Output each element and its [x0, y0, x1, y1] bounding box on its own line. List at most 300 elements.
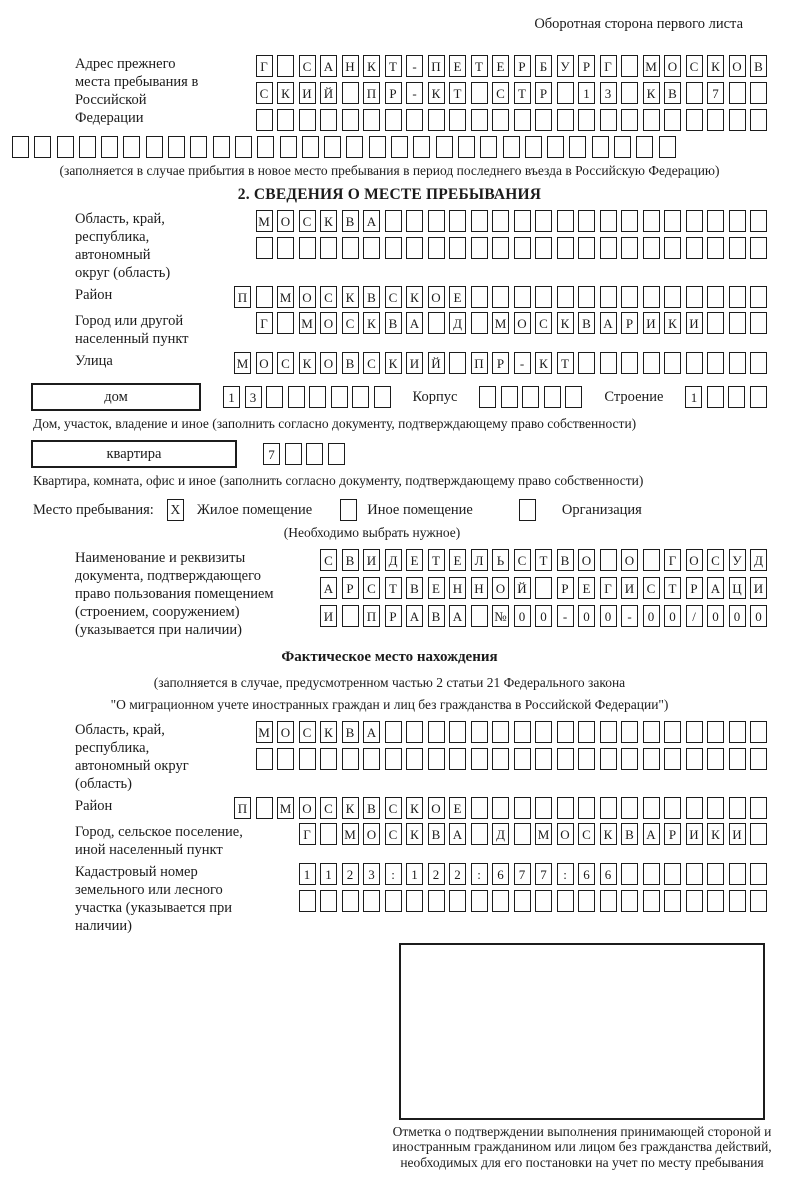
form-cell: М: [234, 352, 251, 374]
form-cell: [729, 210, 746, 232]
form-cell: [643, 797, 660, 819]
form-cell: А: [406, 312, 423, 334]
form-cell: [34, 136, 51, 158]
form-cell: [664, 721, 681, 743]
form-cell: [514, 890, 531, 912]
prev-address-label: Адрес прежнего места пребывания в Российской Федерации: [75, 56, 199, 126]
form-cell: [277, 237, 294, 259]
form-cell: [413, 136, 430, 158]
form-cell: [686, 286, 703, 308]
form-cell: [342, 890, 359, 912]
form-cell: А: [363, 721, 380, 743]
form-cell: [522, 386, 539, 408]
field-fact-oblast: [12, 721, 767, 793]
form-cell: [600, 286, 617, 308]
form-cell: О: [428, 797, 445, 819]
form-cell: К: [299, 352, 316, 374]
form-cell: Г: [600, 55, 617, 77]
form-cell: [664, 863, 681, 885]
form-cell: [342, 748, 359, 770]
kadastr-row2: [299, 890, 768, 912]
form-cell: И: [320, 605, 337, 627]
form-cell: [471, 890, 488, 912]
other-premises-label: Иное помещение: [367, 501, 473, 518]
form-cell: О: [428, 286, 445, 308]
form-cell: К: [707, 823, 724, 845]
form-cell: Е: [449, 55, 466, 77]
form-cell: 3: [600, 82, 617, 104]
form-cell: О: [320, 312, 337, 334]
form-cell: [621, 748, 638, 770]
form-cell: [535, 237, 552, 259]
form-cell: [557, 797, 574, 819]
form-cell: С: [385, 823, 402, 845]
form-cell: В: [342, 549, 359, 571]
form-cell: П: [234, 797, 251, 819]
form-cell: [385, 721, 402, 743]
form-cell: :: [385, 863, 402, 885]
form-cell: [306, 443, 323, 465]
stay-type-note: (Необходимо выбрать нужное): [283, 525, 461, 540]
form-cell: С: [492, 82, 509, 104]
form-cell: [346, 136, 363, 158]
form-cell: [707, 748, 724, 770]
form-cell: [471, 286, 488, 308]
form-cell: [449, 210, 466, 232]
form-cell: [664, 797, 681, 819]
form-cell: Й: [320, 82, 337, 104]
form-cell: [600, 748, 617, 770]
form-cell: -: [406, 55, 423, 77]
stay-type-label: Место пребывания:: [33, 501, 154, 518]
house-note: Дом, участок, владение и иное (заполнить согласно документу, подтверждающему право собственности): [33, 416, 637, 431]
form-cell: Р: [557, 577, 574, 599]
form-cell: К: [363, 55, 380, 77]
form-cell: :: [557, 863, 574, 885]
form-cell: К: [342, 797, 359, 819]
prev-address-row4: [12, 136, 767, 158]
form-cell: [750, 386, 767, 408]
form-cell: О: [664, 55, 681, 77]
form-cell: 7: [535, 863, 552, 885]
form-cell: [331, 386, 348, 408]
form-cell: [535, 748, 552, 770]
form-cell: [729, 352, 746, 374]
form-cell: [480, 136, 497, 158]
form-cell: Г: [256, 312, 273, 334]
form-cell: [544, 386, 561, 408]
form-cell: Р: [385, 605, 402, 627]
form-cell: О: [320, 352, 337, 374]
form-cell: [288, 386, 305, 408]
gorod-label: Город или другой населенный пункт: [75, 313, 189, 347]
apartment-box-label: квартира: [31, 440, 237, 468]
other-premises-checkbox: [340, 499, 357, 521]
prev-address-note: (заполняется в случае прибытия в новое место пребывания в период последнего въезда в Российскую Федерацию): [59, 163, 720, 178]
apartment-note: Квартира, комната, офис и иное (заполнить согласно документу, подтверждающему право собственности): [33, 473, 644, 488]
form-cell: [535, 577, 552, 599]
form-cell: [302, 136, 319, 158]
form-cell: М: [256, 721, 273, 743]
form-cell: [600, 797, 617, 819]
form-cell: С: [686, 55, 703, 77]
form-cell: [707, 890, 724, 912]
form-cell: [686, 82, 703, 104]
form-cell: [569, 136, 586, 158]
form-cell: [750, 237, 767, 259]
form-cell: [578, 890, 595, 912]
form-cell: [385, 237, 402, 259]
form-cell: [750, 352, 767, 374]
form-cell: Т: [557, 352, 574, 374]
form-cell: [535, 797, 552, 819]
form-cell: [146, 136, 163, 158]
form-cell: С: [363, 577, 380, 599]
form-cell: [101, 136, 118, 158]
form-cell: Е: [578, 577, 595, 599]
form-cell: [557, 210, 574, 232]
form-cell: [514, 286, 531, 308]
form-cell: [514, 797, 531, 819]
form-cell: Р: [492, 352, 509, 374]
field-oblast: [12, 210, 767, 282]
form-cell: №: [492, 605, 509, 627]
form-cell: /: [686, 605, 703, 627]
apartment-row: [31, 440, 767, 468]
form-cell: В: [428, 605, 445, 627]
title-document-row3: [320, 605, 767, 627]
form-cell: Д: [385, 549, 402, 571]
form-cell: [168, 136, 185, 158]
form-cell: [428, 312, 445, 334]
form-cell: 0: [750, 605, 767, 627]
form-cell: Г: [600, 577, 617, 599]
form-cell: [213, 136, 230, 158]
form-cell: В: [342, 210, 359, 232]
form-cell: С: [320, 286, 337, 308]
form-cell: [363, 237, 380, 259]
form-cell: [664, 890, 681, 912]
form-cell: [578, 352, 595, 374]
form-cell: У: [729, 549, 746, 571]
form-cell: [643, 863, 660, 885]
form-cell: -: [557, 605, 574, 627]
form-cell: И: [406, 352, 423, 374]
form-cell: [471, 605, 488, 627]
form-cell: [707, 286, 724, 308]
form-cell: А: [600, 312, 617, 334]
form-cell: [436, 136, 453, 158]
form-cell: Е: [449, 286, 466, 308]
form-cell: С: [320, 549, 337, 571]
form-cell: [514, 109, 531, 131]
form-cell: [686, 748, 703, 770]
oblast-label: Область, край, республика, автономный округ (область): [75, 211, 171, 281]
form-cell: 1: [685, 386, 702, 408]
form-cell: [557, 109, 574, 131]
form-cell: [385, 890, 402, 912]
form-cell: [729, 748, 746, 770]
form-cell: [12, 136, 29, 158]
section2-title: 2. СВЕДЕНИЯ О МЕСТЕ ПРЕБЫВАНИЯ: [237, 186, 542, 203]
form-cell: [363, 748, 380, 770]
stroenie-cells: [685, 386, 767, 408]
prev-address-row2: [256, 82, 768, 104]
form-cell: [277, 109, 294, 131]
form-cell: И: [621, 577, 638, 599]
form-cell: [621, 109, 638, 131]
form-cell: [750, 210, 767, 232]
form-cell: [557, 748, 574, 770]
form-cell: [578, 237, 595, 259]
title-document-row2: [320, 577, 767, 599]
gorod-row1: [256, 312, 768, 334]
form-cell: [729, 890, 746, 912]
form-cell: Р: [535, 82, 552, 104]
form-cell: [299, 748, 316, 770]
form-cell: [492, 890, 509, 912]
house-box-label: дом: [31, 383, 201, 411]
form-cell: [406, 890, 423, 912]
form-cell: Н: [342, 55, 359, 77]
form-cell: [643, 549, 660, 571]
form-cell: [686, 797, 703, 819]
prev-address-cell-rows: [256, 55, 768, 131]
form-cell: П: [234, 286, 251, 308]
form-cell: [406, 210, 423, 232]
form-cell: У: [557, 55, 574, 77]
field-raion: [12, 286, 767, 308]
form-cell: О: [299, 286, 316, 308]
form-cell: М: [277, 286, 294, 308]
form-cell: П: [363, 82, 380, 104]
form-cell: [492, 109, 509, 131]
form-cell: [406, 237, 423, 259]
form-cell: О: [514, 312, 531, 334]
form-cell: [600, 890, 617, 912]
form-cell: [471, 82, 488, 104]
form-cell: Г: [299, 823, 316, 845]
form-cell: 1: [299, 863, 316, 885]
form-cell: [385, 109, 402, 131]
form-cell: Е: [449, 549, 466, 571]
form-cell: [280, 136, 297, 158]
form-cell: В: [363, 797, 380, 819]
form-cell: 0: [578, 605, 595, 627]
form-cell: [320, 109, 337, 131]
form-cell: 7: [514, 863, 531, 885]
form-cell: [621, 797, 638, 819]
actual-location-note2: "О миграционном учете иностранных граждан и лиц без гражданства в Российской Федерации"): [110, 697, 669, 712]
form-cell: Т: [385, 55, 402, 77]
form-cell: [342, 237, 359, 259]
form-cell: [621, 55, 638, 77]
form-cell: [342, 82, 359, 104]
form-cell: [621, 210, 638, 232]
form-cell: Е: [449, 797, 466, 819]
form-cell: [514, 210, 531, 232]
form-cell: [707, 109, 724, 131]
form-cell: О: [621, 549, 638, 571]
form-cell: [535, 109, 552, 131]
oblast-row2: [256, 237, 768, 259]
form-cell: [707, 797, 724, 819]
form-cell: 7: [707, 82, 724, 104]
form-cell: [471, 748, 488, 770]
form-cell: [643, 890, 660, 912]
form-cell: Т: [385, 577, 402, 599]
form-cell: [557, 82, 574, 104]
form-cell: О: [578, 549, 595, 571]
form-cell: 0: [600, 605, 617, 627]
form-cell: [458, 136, 475, 158]
form-cell: [729, 237, 746, 259]
field-gorod: [12, 312, 767, 348]
field-title-document: [12, 549, 767, 639]
form-cell: [256, 797, 273, 819]
field-fact-raion: [12, 797, 767, 819]
form-cell: [664, 237, 681, 259]
form-cell: [547, 136, 564, 158]
form-cell: [492, 210, 509, 232]
form-cell: [750, 721, 767, 743]
stay-type-row: [33, 499, 767, 521]
form-cell: [449, 748, 466, 770]
form-cell: 6: [492, 863, 509, 885]
form-cell: [492, 721, 509, 743]
raion-row1: [234, 286, 767, 308]
form-cell: К: [406, 823, 423, 845]
form-cell: [600, 352, 617, 374]
form-cell: [621, 286, 638, 308]
form-cell: [277, 748, 294, 770]
form-cell: А: [449, 823, 466, 845]
form-cell: [492, 237, 509, 259]
form-cell: [664, 286, 681, 308]
stamp-caption: Отметка о подтверждении выполнения принимающей стороной и иностранным гражданином или лицом без гражданства действий, необходимых для его постановки на учет по месту пребывания: [392, 1123, 772, 1170]
form-cell: [600, 721, 617, 743]
house-row: [31, 383, 767, 411]
form-cell: С: [299, 210, 316, 232]
ulitsa-row1: [234, 352, 767, 374]
form-cell: 1: [223, 386, 240, 408]
form-cell: [636, 136, 653, 158]
form-cell: [686, 721, 703, 743]
form-cell: Е: [492, 55, 509, 77]
fact-oblast-label: Область, край, республика, автономный округ (область): [75, 722, 189, 792]
form-cell: [391, 136, 408, 158]
form-cell: [621, 890, 638, 912]
form-cell: Ь: [492, 549, 509, 571]
form-cell: А: [406, 605, 423, 627]
ulitsa-label: Улица: [75, 353, 113, 369]
form-cell: М: [535, 823, 552, 845]
form-cell: Й: [514, 577, 531, 599]
form-cell: [471, 237, 488, 259]
form-cell: [578, 210, 595, 232]
form-cell: [600, 210, 617, 232]
form-cell: [320, 237, 337, 259]
form-cell: [449, 890, 466, 912]
form-cell: [750, 890, 767, 912]
form-cell: О: [363, 823, 380, 845]
form-cell: [514, 748, 531, 770]
fact-gorod-row1: [299, 823, 768, 845]
form-cell: [471, 312, 488, 334]
form-cell: С: [535, 312, 552, 334]
form-cell: [492, 748, 509, 770]
form-cell: [557, 237, 574, 259]
form-cell: [374, 386, 391, 408]
form-cell: К: [557, 312, 574, 334]
form-cell: 0: [664, 605, 681, 627]
form-cell: К: [600, 823, 617, 845]
form-cell: 0: [535, 605, 552, 627]
form-cell: Т: [664, 577, 681, 599]
form-cell: М: [342, 823, 359, 845]
form-cell: С: [578, 823, 595, 845]
form-cell: К: [428, 82, 445, 104]
form-cell: -: [514, 352, 531, 374]
form-cell: 2: [428, 863, 445, 885]
form-cell: С: [643, 577, 660, 599]
form-cell: [471, 210, 488, 232]
form-cell: [514, 237, 531, 259]
form-cell: [501, 386, 518, 408]
form-cell: [750, 286, 767, 308]
form-cell: О: [256, 352, 273, 374]
form-cell: [299, 890, 316, 912]
form-cell: В: [406, 577, 423, 599]
prev-address-row1: [256, 55, 768, 77]
organization-label: Организация: [561, 501, 642, 518]
form-cell: [406, 109, 423, 131]
stamp-area: [12, 943, 772, 1170]
form-cell: [190, 136, 207, 158]
form-cell: Р: [686, 577, 703, 599]
form-cell: Т: [514, 82, 531, 104]
field-fact-gorod: [12, 823, 767, 859]
form-cell: [621, 863, 638, 885]
title-document-label: Наименование и реквизиты документа, подтверждающего право пользования помещением (строением, сооружением) (указывается при наличии): [75, 550, 274, 638]
form-cell: [600, 109, 617, 131]
form-cell: К: [385, 352, 402, 374]
form-cell: [614, 136, 631, 158]
raion-label: Район: [75, 287, 113, 303]
form-cell: И: [686, 312, 703, 334]
form-cell: [428, 890, 445, 912]
form-cell: М: [256, 210, 273, 232]
form-cell: 3: [245, 386, 262, 408]
form-cell: [686, 109, 703, 131]
form-cell: [664, 352, 681, 374]
form-cell: А: [643, 823, 660, 845]
form-cell: В: [342, 721, 359, 743]
form-cell: Е: [406, 549, 423, 571]
form-cell: Н: [449, 577, 466, 599]
kadastr-label: Кадастровый номер земельного или лесного участка (указывается при наличии): [75, 864, 232, 934]
form-cell: В: [664, 82, 681, 104]
form-cell: О: [729, 55, 746, 77]
form-cell: М: [492, 312, 509, 334]
form-cell: [428, 109, 445, 131]
form-cell: В: [578, 312, 595, 334]
form-cell: И: [643, 312, 660, 334]
form-cell: П: [471, 352, 488, 374]
form-cell: [369, 136, 386, 158]
form-cell: К: [406, 797, 423, 819]
form-cell: [535, 210, 552, 232]
